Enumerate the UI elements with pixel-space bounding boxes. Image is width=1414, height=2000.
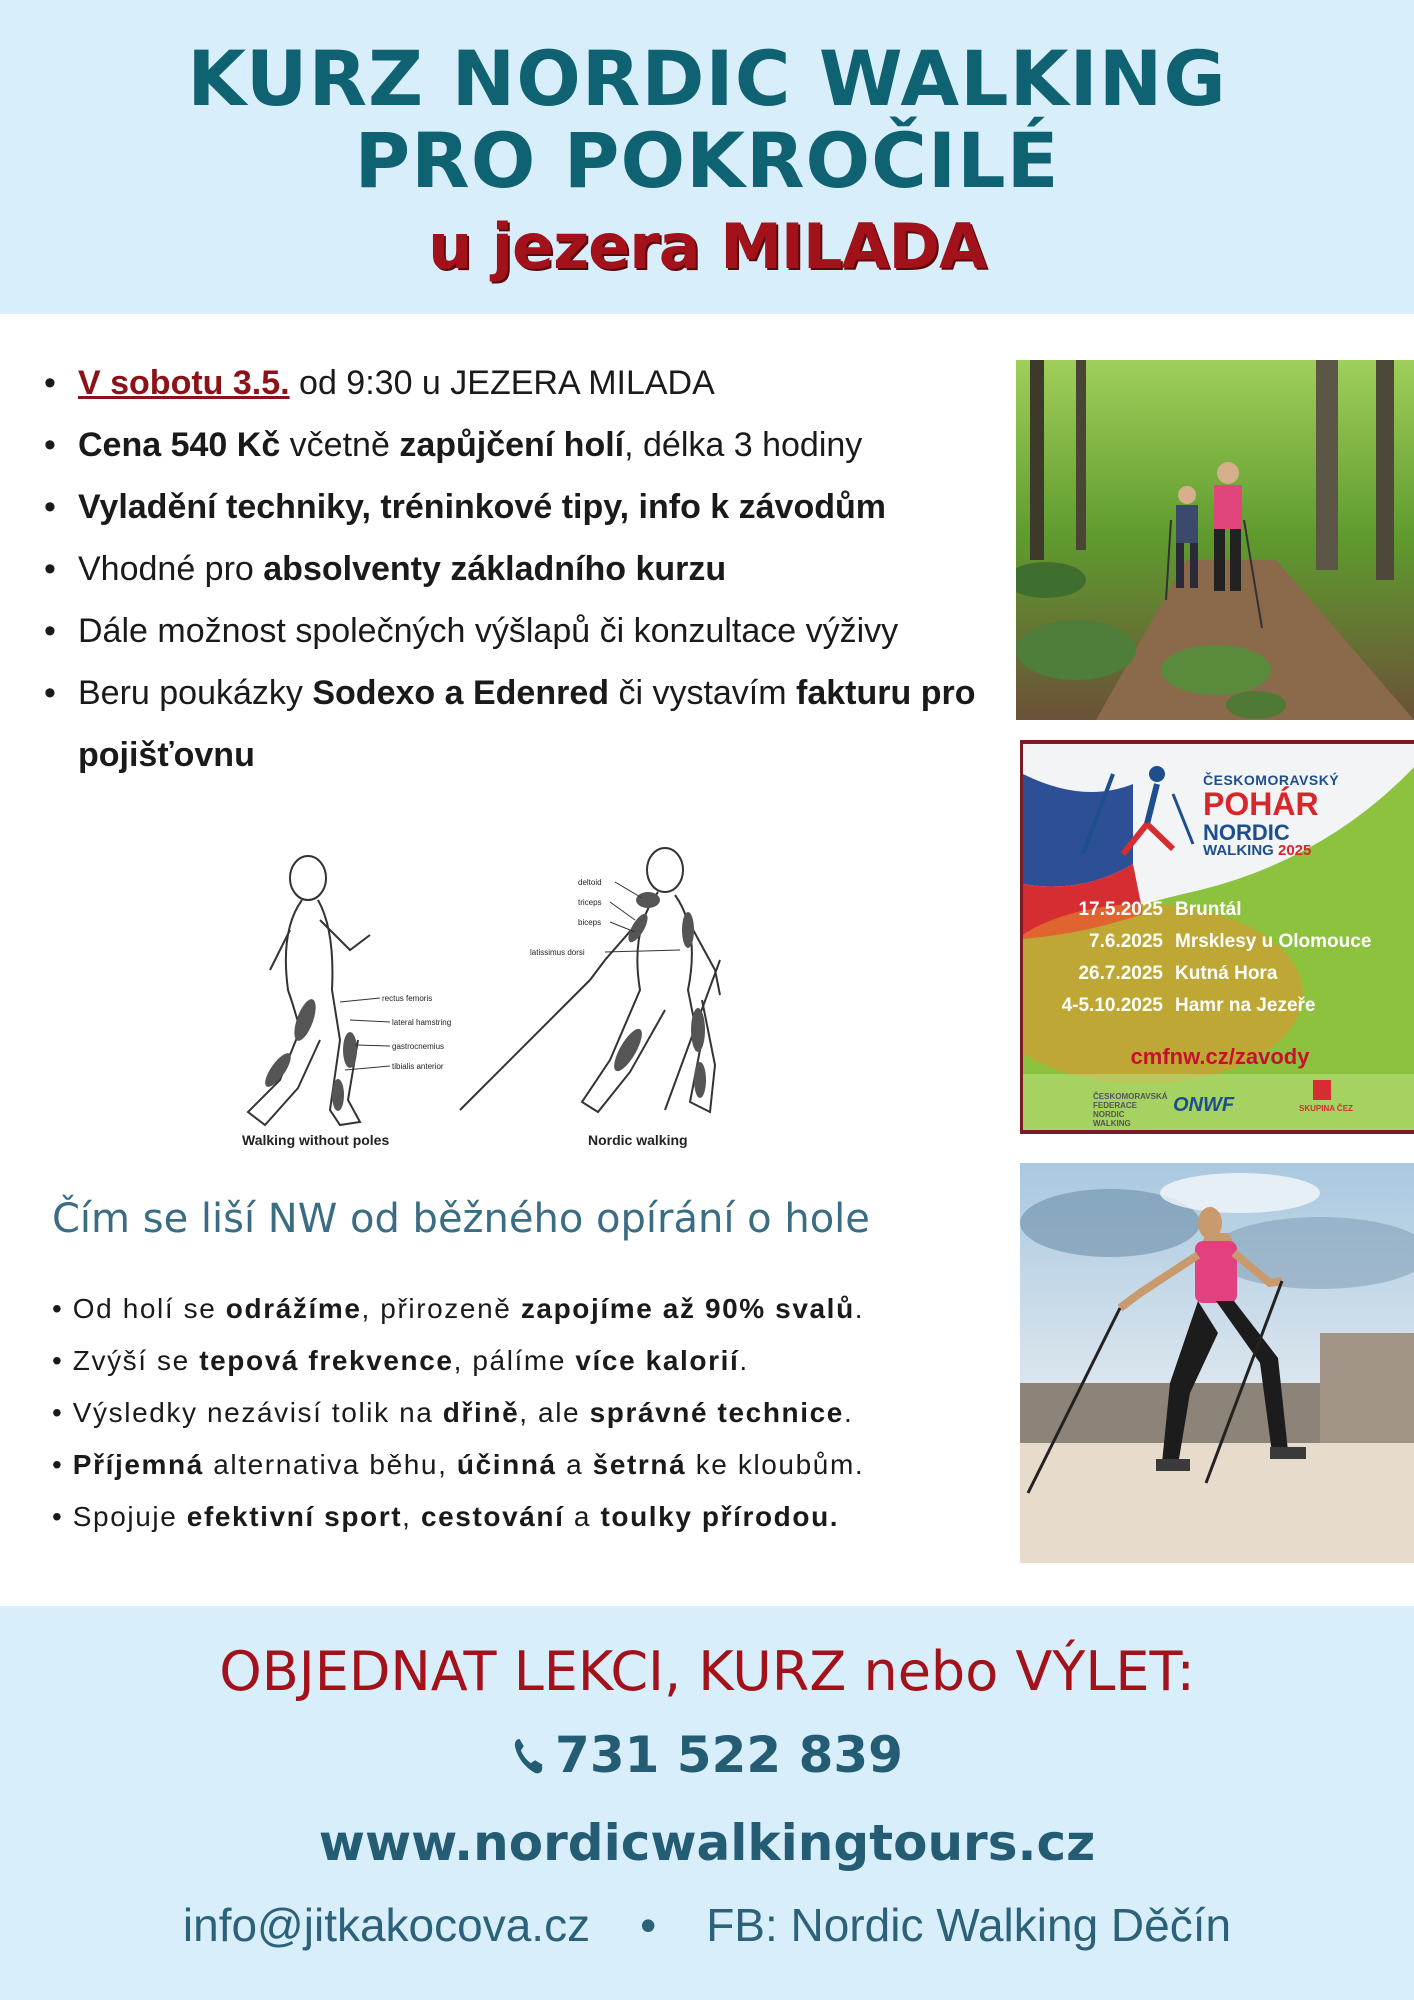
- poster-url: cmfnw.cz/zavody: [1130, 1044, 1310, 1069]
- phone-icon: [511, 1736, 545, 1776]
- list-item: • Příjemná alternativa běhu, účinná a šetrná ke kloubům.: [52, 1449, 865, 1480]
- page-subtitle: u jezera MILADA: [428, 210, 986, 283]
- list-item: • Dále možnost společných výšlapů či konzultace výživy: [44, 600, 1024, 662]
- separator-dot: •: [640, 1899, 657, 1951]
- list-item: • Vhodné pro absolventy základního kurzu: [44, 538, 1024, 600]
- poster-event: 26.7.2025 Kutná Hora: [1078, 963, 1278, 984]
- onwf-logo: ONWF: [1173, 1094, 1235, 1116]
- muscle-label: rectus femoris: [382, 994, 433, 1003]
- list-item: • Beru poukázky Sodexo a Edenred či vystavím fakturu pro pojišťovnu: [44, 662, 1024, 786]
- poster-event: 7.6.2025 Mrsklesy u Olomouce: [1089, 931, 1372, 952]
- poster-org: ČESKOMORAVSKÝ: [1203, 772, 1340, 788]
- nordic-walker-sand-photo: [1020, 1163, 1414, 1563]
- website-link[interactable]: www.nordicwalkingtours.cz: [318, 1814, 1096, 1872]
- benefits-list: [52, 1283, 1002, 1543]
- forest-walkers-photo: [1016, 360, 1414, 720]
- poster-walking: WALKING 2025: [1203, 842, 1312, 859]
- poster-event: 4-5.10.2025 Hamr na Jezeře: [1061, 995, 1316, 1016]
- section-heading: Čím se liší NW od běžného opírání o hole: [52, 1196, 870, 1242]
- list-item: • Spojuje efektivní sport, cestování a toulky přírodou.: [52, 1501, 840, 1532]
- course-info-list: [44, 352, 1024, 786]
- list-item: • Zvýší se tepová frekvence, pálíme více kalorií.: [52, 1345, 749, 1376]
- email-link[interactable]: info@jitkakocova.cz: [182, 1899, 591, 1951]
- cez-logo: SKUPINA ČEZ: [1299, 1104, 1353, 1113]
- muscle-label: gastrocnemius: [392, 1042, 445, 1051]
- date-link: V sobotu 3.5.: [78, 364, 290, 402]
- facebook-link[interactable]: FB: Nordic Walking Děčín: [706, 1899, 1232, 1951]
- phone-line: [0, 1726, 1414, 1784]
- list-item: • Cena 540 Kč včetně zapůjčení holí, délka 3 hodiny: [44, 414, 1024, 476]
- list-item: • Vyladění techniky, tréninkové tipy, info k závodům: [44, 476, 1024, 538]
- poster-logos: [1023, 1082, 1414, 1134]
- page-title-line1: KURZ NORDIC WALKING: [187, 34, 1227, 123]
- federation-logo: ČESKOMORAVSKÁ FEDERACE NORDIC WALKING: [1093, 1092, 1168, 1128]
- muscle-label: lateral hamstring: [392, 1018, 452, 1027]
- list-item: • Výsledky nezávisí tolik na dřině, ale správné technice.: [52, 1397, 854, 1428]
- poster-event-list: [1043, 894, 1413, 1022]
- muscle-label: tibialis anterior: [392, 1062, 444, 1071]
- list-item: • Od holí se odrážíme, přirozeně zapojíme až 90% svalů.: [52, 1293, 865, 1324]
- muscle-label: triceps: [578, 898, 602, 907]
- page-title-line2: PRO POKROČILÉ: [354, 116, 1060, 205]
- poster-cup: POHÁR: [1203, 786, 1319, 822]
- diagram-caption-left: Walking without poles: [242, 1132, 390, 1148]
- list-item: • V sobotu 3.5. od 9:30 u JEZERA MILADA: [44, 352, 1024, 414]
- order-heading: OBJEDNAT LEKCI, KURZ nebo VÝLET:: [219, 1640, 1195, 1703]
- phone-number[interactable]: 731 522 839: [555, 1726, 903, 1784]
- muscle-diagram: [210, 840, 770, 1160]
- poster-nordic: NORDIC: [1203, 820, 1290, 845]
- poster-event: 17.5.2025 Bruntál: [1078, 899, 1242, 920]
- muscle-label: biceps: [578, 918, 602, 927]
- diagram-caption-right: Nordic walking: [588, 1132, 688, 1148]
- muscle-label: deltoid: [578, 878, 602, 887]
- contact-line: [0, 1898, 1414, 1952]
- nordic-walking-cup-poster: [1020, 740, 1414, 1134]
- muscle-label: latissimus dorsi: [530, 948, 585, 957]
